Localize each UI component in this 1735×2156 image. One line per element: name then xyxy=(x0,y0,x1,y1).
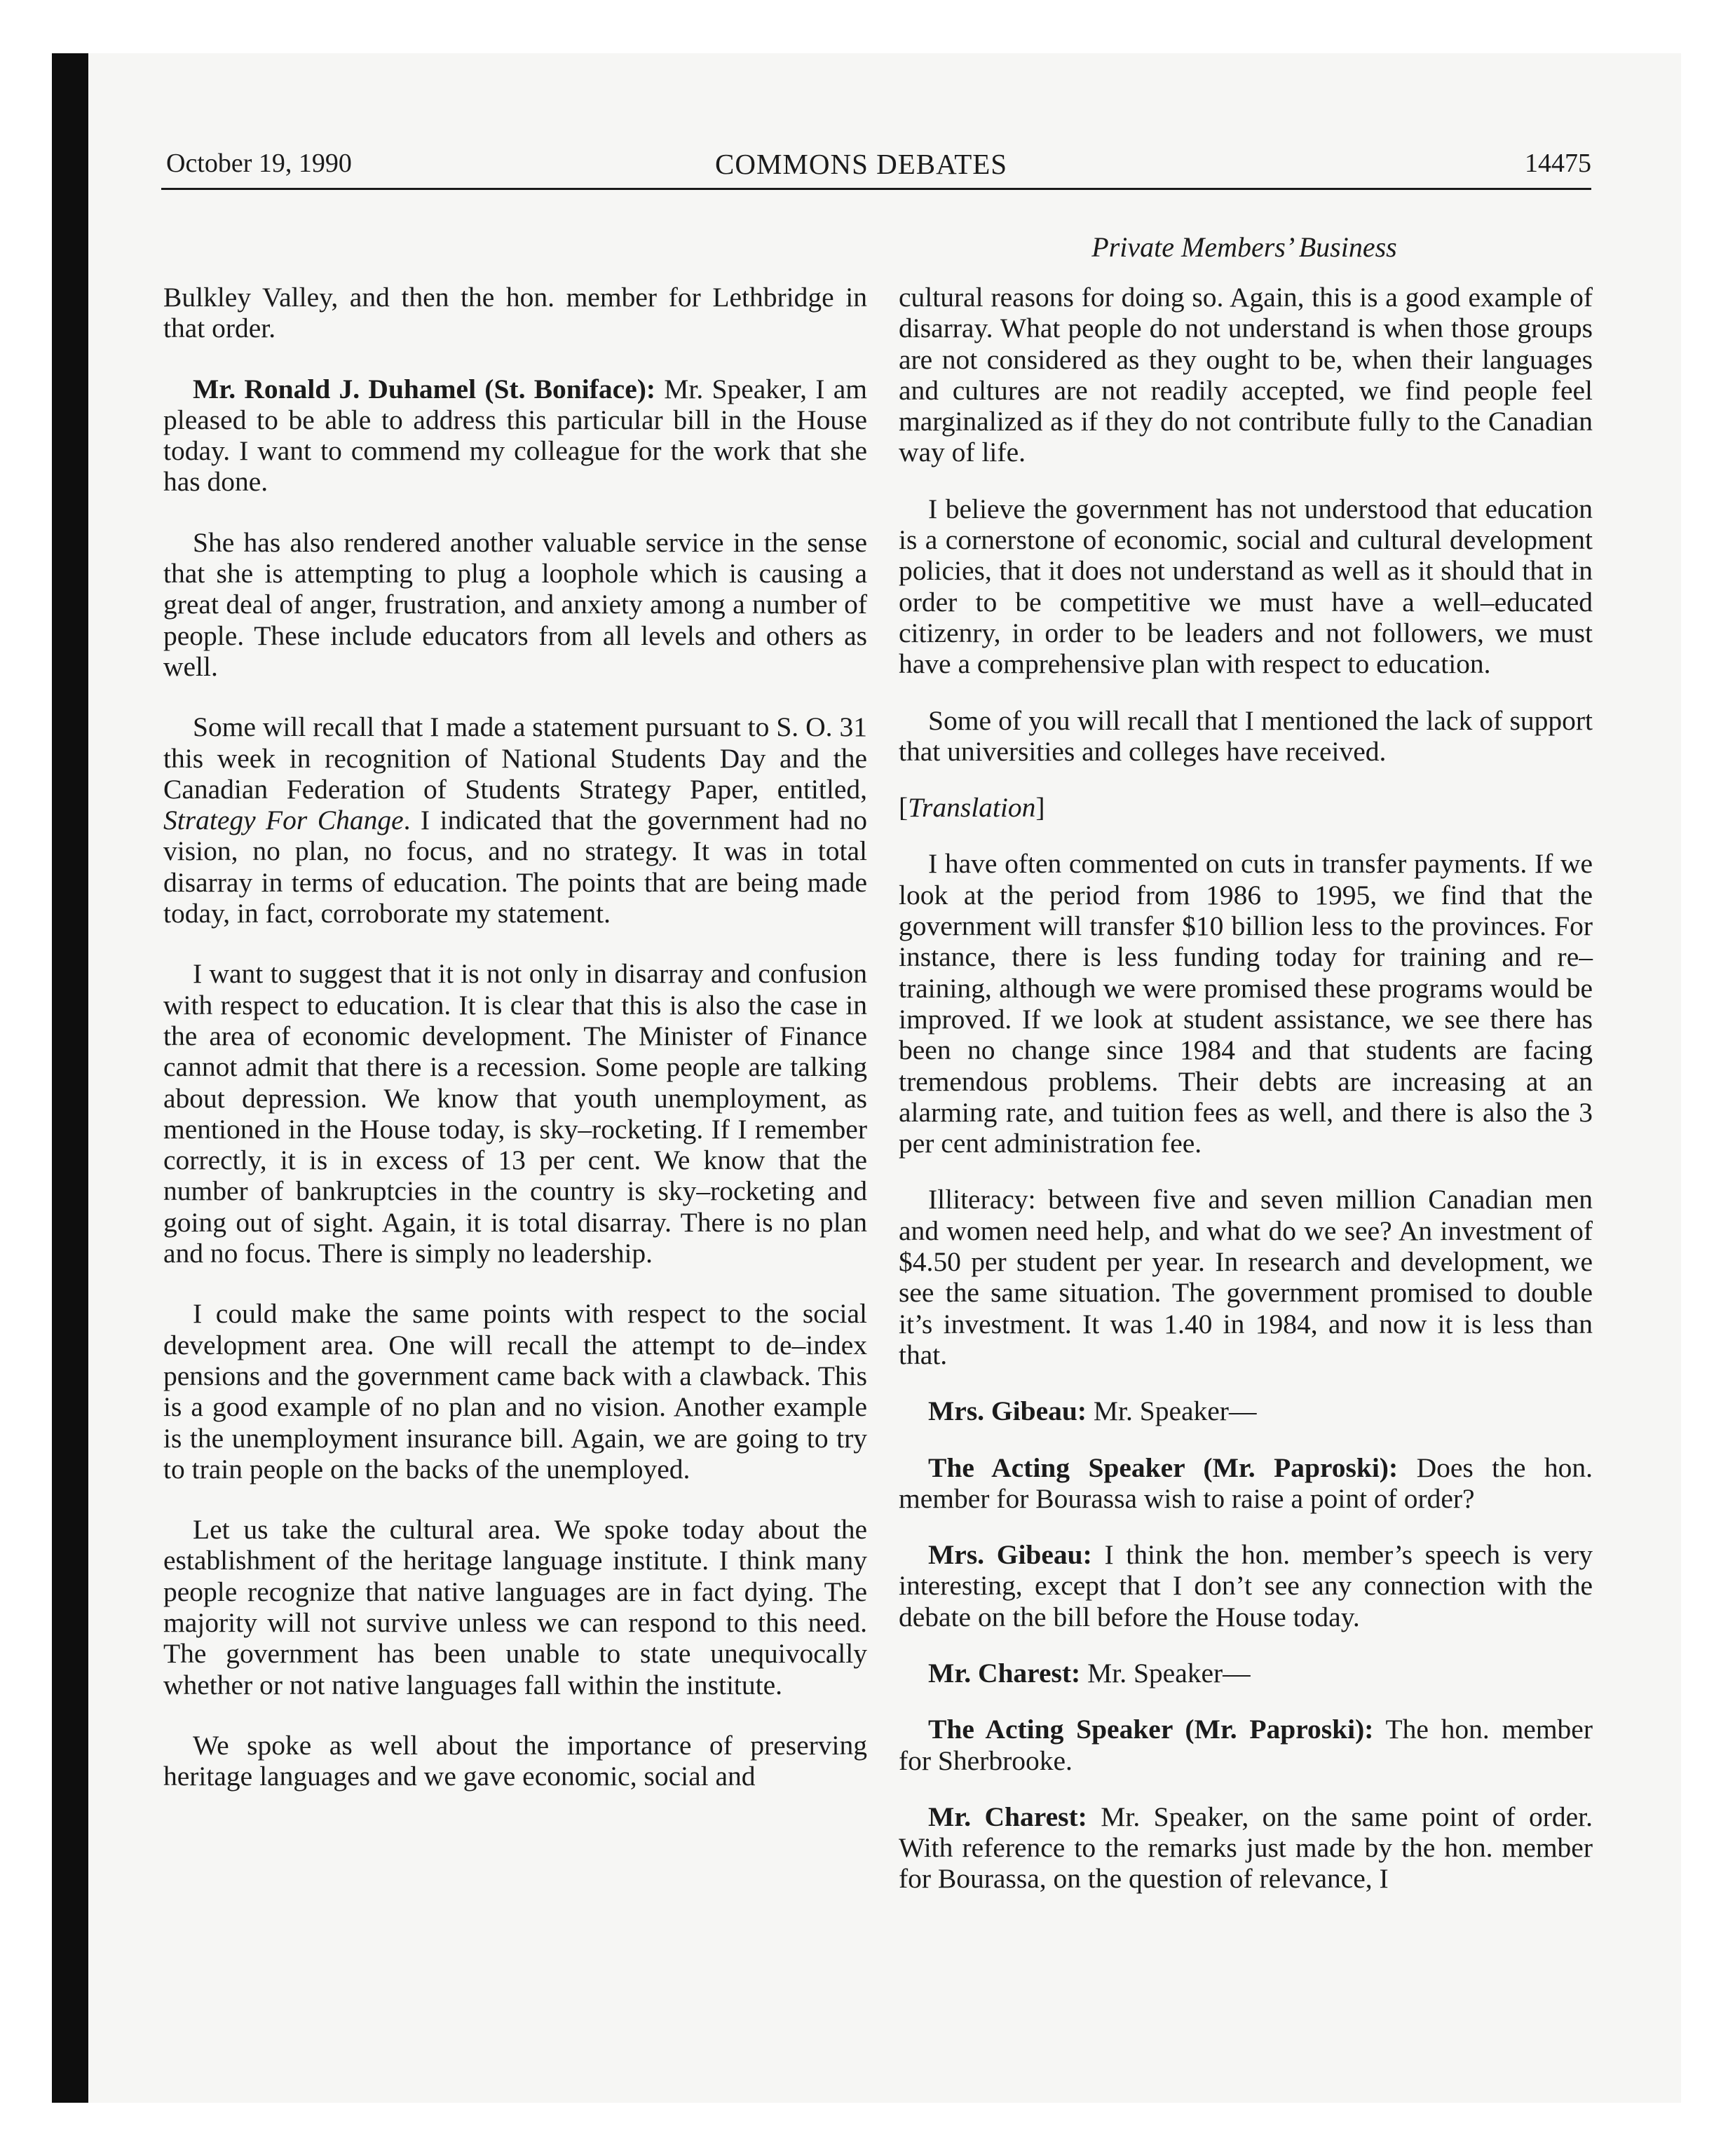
paragraph: I could make the same points with respect to the social development area. One will recall the attempt to de–index pensions and the government came back with a clawback. This is a good example of no plan and no vision. Another example is the unemployment insurance bill. Again, we are going to try to train people on the backs of the unemployed. xyxy=(163,1298,867,1485)
speaker-name: The Acting Speaker (Mr. Paproski): xyxy=(928,1452,1399,1483)
paragraph: Illiteracy: between five and seven million Canadian men and women need help, and what do we see? An investment of $4.50 per student per year. In research and development, we see the same situation. The government promised to double it’s investment. It was 1.40 in 1984, and now it is less than that. xyxy=(899,1184,1593,1370)
speaker-name: Mrs. Gibeau: xyxy=(928,1539,1092,1571)
paragraph: I believe the government has not understood that education is a cornerstone of economic, social and cultural development policies, that it does not understand as well as it should that in order to be competitive we must have a well–educated citizenry, in order to be leaders and not followers, we must have a comprehensive plan with respect to education. xyxy=(899,493,1593,680)
paragraph xyxy=(899,1801,1593,1895)
left-column xyxy=(163,282,867,1792)
header-page-number: 14475 xyxy=(1525,149,1591,178)
paragraph: I want to suggest that it is not only in disarray and confusion with respect to education. It is clear that this is also the case in the area of economic development. The Minister of Finance cannot admit that there is a recession. Some people are talking about depression. We know that youth unemployment, as mentioned in the House today, is sky–rocketing. If I remember correctly, it is in excess of 13 per cent. We know that the number of bankruptcies in the country is sky–rocketing and going out of sight. Again, it is total disarray. There is no plan and no focus. There is simply no leadership. xyxy=(163,958,867,1269)
translation-note: [Translation] xyxy=(899,792,1045,824)
speech-text: Some will recall that I made a statement pursuant to S. O. 31 this week in recognition of National Students Day and the Canadian Federation of Students Strategy Paper, entitled, xyxy=(163,711,867,805)
header-title: COMMONS DEBATES xyxy=(715,148,1008,180)
speech-text: Mr. Speaker— xyxy=(1080,1657,1251,1688)
paragraph: We spoke as well about the importance of preserving heritage languages and we gave economic, social and xyxy=(163,1729,867,1792)
speech-text: The hon. member for Sherbrooke. xyxy=(899,1714,1593,1776)
section-title: Private Members’ Business xyxy=(1091,231,1397,263)
speech-text: I think the hon. member’s speech is very interesting, except that I don’t see any connection with the debate on the bill before the House today. xyxy=(899,1539,1593,1632)
header-date: October 19, 1990 xyxy=(166,149,352,178)
right-column xyxy=(899,282,1593,1895)
speaker-name: Mr. Ronald J. Duhamel (St. Boniface): xyxy=(193,373,656,404)
paragraph xyxy=(163,711,867,929)
paragraph xyxy=(899,1658,1593,1688)
paragraph: Let us take the cultural area. We spoke today about the establishment of the heritage language institute. I think many people recognize that native languages are in fact dying. The majority will not survive unless we can respond to this need. The government has been unable to state unequivocally whether or not native languages fall within the institute. xyxy=(163,1514,867,1700)
speech-text: Does the hon. member for Bourassa wish to raise a point of order? xyxy=(899,1452,1593,1514)
paragraph xyxy=(899,1539,1593,1632)
header-rule xyxy=(161,188,1591,190)
speech-text: . I indicated that the government had no vision, no plan, no focus, and no strategy. It was in total disarray in terms of education. The points that are being made today, in fact, corroborate my statement. xyxy=(163,805,868,929)
paragraph xyxy=(899,1396,1593,1426)
paragraph xyxy=(899,1452,1593,1515)
document-title: Strategy For Change xyxy=(163,805,404,836)
speaker-name: The Acting Speaker (Mr. Paproski): xyxy=(928,1714,1374,1745)
paragraph: She has also rendered another valuable service in the sense that she is attempting to plug a loophole which is causing a great deal of anger, frustration, and anxiety among a number of people. These include educators from all levels and others as well. xyxy=(163,526,867,682)
paragraph: Some of you will recall that I mentioned the lack of support that universities and colleges have received. xyxy=(899,704,1593,767)
paragraph: cultural reasons for doing so. Again, this is a good example of disarray. What people do not understand is when those groups are not considered as they ought to be, when their languages and cultures are not readily accepted, we find people feel marginalized as if they do not contribute fully to the Canadian way of life. xyxy=(899,282,1593,468)
paragraph: Bulkley Valley, and then the hon. member for Lethbridge in that order. xyxy=(163,282,867,344)
paragraph: I have often commented on cuts in transfer payments. If we look at the period from 1986 to 1995, we find that the government will transfer $10 billion less to the provinces. For instance, there is less funding today for training and re–training, although we were promised these programs would be improved. If we look at student assistance, we see there has been no change since 1984 and that students are facing tremendous problems. Their debts are increasing at an alarming rate, and tuition fees as well, and there is also the 3 per cent administration fee. xyxy=(899,848,1593,1159)
speech-text: Mr. Speaker, on the same point of order. With reference to the remarks just made by the hon. member for Bourassa, on the question of relevance, I xyxy=(899,1801,1593,1895)
speech-text: Mr. Speaker, I am pleased to be able to address this particular bill in the House today. I want to commend my colleague for the work that she has done. xyxy=(163,373,867,498)
paragraph xyxy=(163,374,867,498)
paragraph xyxy=(899,1714,1593,1776)
speaker-name: Mr. Charest: xyxy=(928,1801,1087,1832)
speaker-name: Mr. Charest: xyxy=(928,1657,1081,1688)
speech-text: Mr. Speaker— xyxy=(1087,1396,1257,1427)
speaker-name: Mrs. Gibeau: xyxy=(928,1396,1087,1427)
scan-edge xyxy=(52,53,88,2103)
